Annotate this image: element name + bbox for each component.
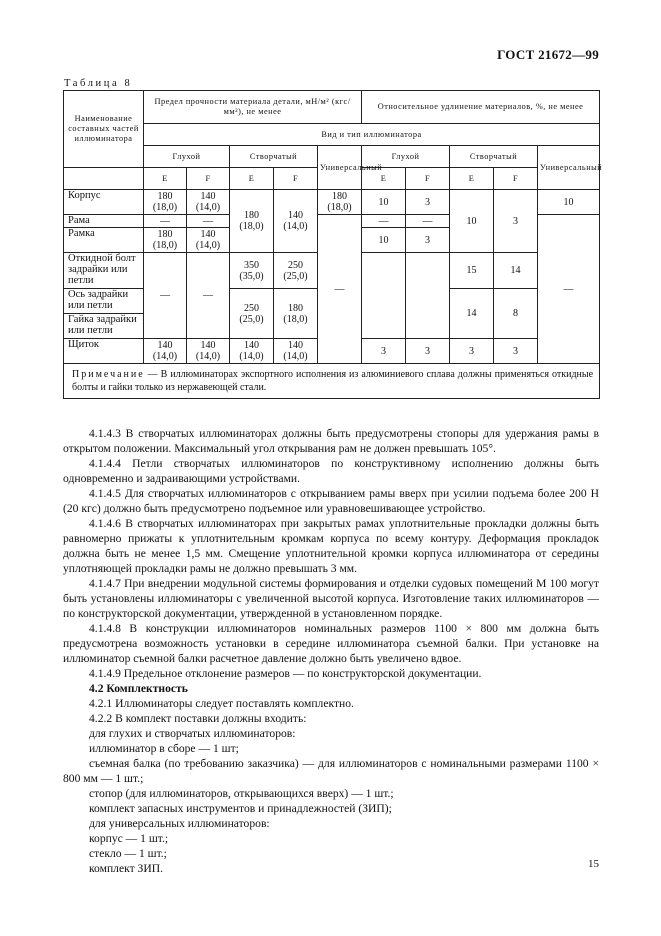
paragraph-4-1-4-3: 4.1.4.3 В створчатых иллюминаторах должны быть предусмотрены стопоры для удержания рамы в открытом положении. Максимальный угол открывания рам не должен превышать 105°. (63, 427, 599, 455)
table-caption: Таблица 8 (64, 78, 133, 89)
table-cell: 8 (494, 289, 538, 339)
table-8 (63, 90, 603, 399)
table-cell: 180 (18,0) (144, 228, 187, 253)
list-line: комплект запасных инструментов и принадлежностей (ЗИП); (89, 802, 392, 815)
paragraph-4-2-1: 4.2.1 Иллюминаторы следует поставлять комплектно. (89, 697, 354, 710)
table-cell: 3 (406, 339, 450, 364)
table-cell: 3 (450, 339, 494, 364)
table-cell: 10 (362, 228, 406, 253)
table-cell: 140 (14,0) (187, 190, 230, 215)
table-cell: — (318, 215, 362, 364)
col-header-f: F (274, 168, 318, 190)
row-label-gaika: Гайка задрайки или петли (64, 314, 144, 339)
paragraph-4-1-4-5: 4.1.4.5 Для створчатых иллюминаторов с открыванием рамы вверх при усилии подъема более 200 Н (20 кгс) должно быть предусмотрено подъемное или уравновешивающее устройство. (63, 487, 599, 515)
note-text: — В иллюминаторах экспортного исполнения из алюминиевого сплава должны применяться откидные болты и гайки только из нержавеющей стали. (72, 369, 594, 393)
row-label-rama: Рама (64, 215, 144, 228)
table-cell: — (144, 253, 187, 339)
paragraph-4-1-4-7: 4.1.4.7 При внедрении модульной системы формирования и отделки судовых помещений М 100 могут быть установлены иллюминаторы с увеличенной высотой корпуса. Изготовление таких иллюминаторов — по конструкторской документации, утвержденной в установленном порядке. (63, 577, 599, 620)
row-label-ramka: Рамка (64, 228, 144, 253)
document-code: ГОСТ 21672—99 (497, 47, 599, 62)
table-cell: 14 (450, 289, 494, 339)
col-header-empty (64, 168, 144, 190)
col-header-f: F (494, 168, 538, 190)
table-cell: 3 (406, 190, 450, 215)
col-header-f: F (406, 168, 450, 190)
table-cell: — (144, 215, 187, 228)
table-cell: 10 (362, 190, 406, 215)
table-cell-empty (362, 253, 406, 339)
table-cell: — (187, 215, 230, 228)
col-header-type: Вид и тип иллюминатора (144, 124, 600, 146)
list-line: стопор (для иллюминаторов, открывающихся вверх) — 1 шт.; (89, 787, 394, 800)
list-line: для универсальных иллюминаторов: (89, 817, 270, 830)
table-cell: — (406, 215, 450, 228)
table-cell: 180 (18,0) (230, 190, 274, 253)
paragraph-4-1-4-9: 4.1.4.9 Предельное отклонение размеров — по конструкторской документации. (89, 667, 482, 680)
page-number: 15 (588, 858, 599, 870)
col-header-universal-2: Универсальный (538, 146, 600, 190)
table-cell: — (187, 253, 230, 339)
col-header-blind-1: Глухой (144, 146, 230, 168)
col-header-universal-1: Универсальный (318, 146, 362, 190)
list-line: иллюминатор в сборе — 1 шт; (89, 742, 239, 755)
row-label-bolt: Откидной болт задрайки или петли (64, 253, 144, 289)
table-cell: 140 (14,0) (187, 228, 230, 253)
col-header-elongation: Относительное удлинение материалов, %, не менее (362, 91, 600, 124)
table-cell: 10 (538, 190, 600, 215)
table-cell: 250 (25,0) (230, 289, 274, 339)
row-label-korpus: Корпус (64, 190, 144, 215)
col-header-hinged-1: Створчатый (230, 146, 318, 168)
section-heading-4-2: 4.2 Комплектность (89, 682, 188, 695)
table-cell: 3 (494, 339, 538, 364)
col-header-hinged-2: Створчатый (450, 146, 538, 168)
table-cell: 14 (494, 253, 538, 289)
table-cell: — (538, 215, 600, 364)
table-cell: 15 (450, 253, 494, 289)
table-cell: 140 (14,0) (274, 339, 318, 364)
table-cell: 180 (18,0) (318, 190, 362, 215)
paragraph-4-1-4-8: 4.1.4.8 В конструкции иллюминаторов номинальных размеров 1100 × 800 мм должна быть предусмотрена возможность установки в середине иллюминатора съемной балки. При установке на иллюминатор съемной балки расчетное давление должно быть увеличено вдвое. (63, 622, 599, 665)
list-line: корпус — 1 шт.; (89, 832, 169, 845)
col-header-e: E (450, 168, 494, 190)
table-cell: — (362, 215, 406, 228)
table-cell: 180 (18,0) (274, 289, 318, 339)
table-cell: 140 (14,0) (230, 339, 274, 364)
table-note (64, 364, 600, 399)
table-cell: 3 (362, 339, 406, 364)
list-line: для глухих и створчатых иллюминаторов: (89, 727, 296, 740)
paragraph-4-1-4-6: 4.1.4.6 В створчатых иллюминаторах при закрытых рамах уплотнительные прокладки должны быть равномерно прижаты к уплотнительным кромкам корпуса по всему контуру. Деформация прокладок должна быть не менее 1,5 мм. Смещение уплотнительной кромки корпуса иллюминатора от середины уплотняющей прокладки рамы не должно превышать 3 мм. (63, 517, 599, 575)
table-cell: 180 (18,0) (144, 190, 187, 215)
table-cell: 350 (35,0) (230, 253, 274, 289)
col-header-strength: Предел прочности материала детали, мН/м² (кгс/мм²), не менее (144, 91, 362, 124)
table-cell: 3 (494, 190, 538, 253)
col-header-name: Наименование составных частей иллюминатора (64, 91, 144, 168)
col-header-blind-2: Глухой (362, 146, 450, 168)
col-header-f: F (187, 168, 230, 190)
table-cell: 10 (450, 190, 494, 253)
table-cell: 250 (25,0) (274, 253, 318, 289)
list-line: стекло — 1 шт.; (89, 847, 167, 860)
table-cell: 140 (14,0) (187, 339, 230, 364)
paragraph-4-2-2: 4.2.2 В комплект поставки должны входить: (89, 712, 307, 725)
row-label-shchitok: Щиток (64, 339, 144, 364)
table-cell: 3 (406, 228, 450, 253)
body-text (63, 426, 599, 876)
row-label-os: Ось задрайки или петли (64, 289, 144, 314)
col-header-e: E (362, 168, 406, 190)
paragraph-4-1-4-4: 4.1.4.4 Петли створчатых иллюминаторов по конструктивному исполнению должны быть одновременно и задраивающими устройствами. (63, 457, 599, 485)
table-cell-empty (406, 253, 450, 339)
list-line: съемная балка (по требованию заказчика) — для иллюминаторов с номинальными размерами 1100 × 800 мм — 1 шт.; (63, 757, 599, 785)
col-header-e: E (144, 168, 187, 190)
list-line: комплект ЗИП. (89, 862, 163, 875)
col-header-e: E (230, 168, 274, 190)
table-cell: 140 (14,0) (274, 190, 318, 253)
note-label: Примечание (72, 369, 145, 380)
table-cell: 140 (14,0) (144, 339, 187, 364)
